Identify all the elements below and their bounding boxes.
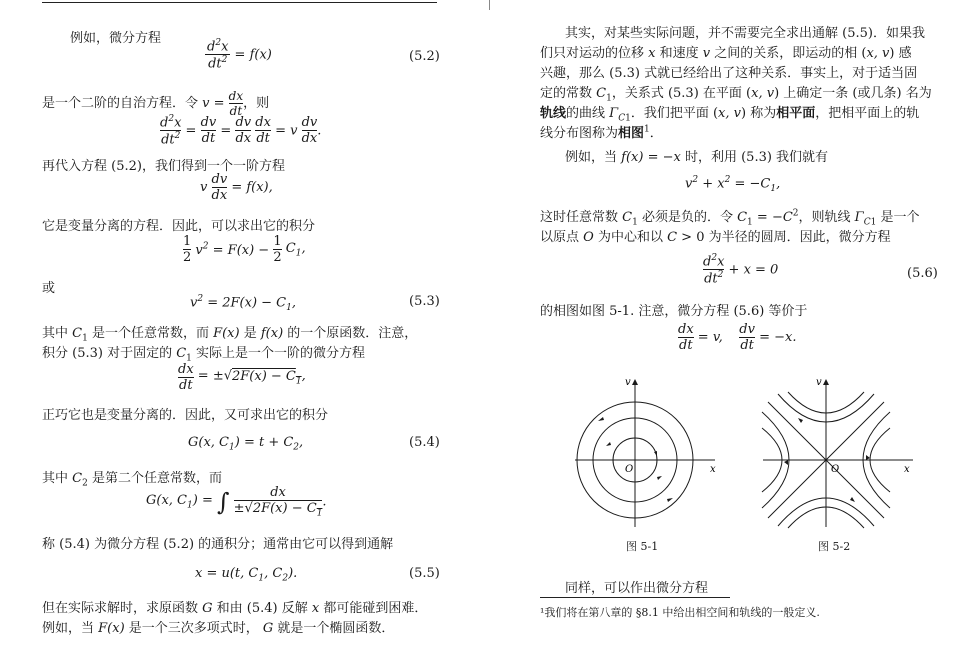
top-rule xyxy=(42,2,437,3)
eq-num-5-6: (5.6) xyxy=(907,266,938,281)
left-eq4: $\frac{1}{2}$ $v^2 = F(x)$ − $\frac{1}{2}$ $C_1$, xyxy=(183,234,306,265)
right-eq1: $v^2 + x^2 = -C_1$, xyxy=(685,175,781,194)
left-eq7: G(x, $C_1) = t + C_2$, xyxy=(188,435,304,453)
footnote-rule xyxy=(540,597,730,598)
right-eq3: $\frac{dx}{dt}$ = v, $\frac{dv}{dt}$ = −x. xyxy=(678,322,797,353)
left-p2: 是一个二阶的自治方程．令 v = $\frac{dx}{dt}$ ，则 xyxy=(42,89,270,118)
left-eq5: $v^2 = 2F(x) - C_1$, xyxy=(190,294,296,313)
left-eq1: $\frac{d^2x}{dt^2}$ = f(x) xyxy=(207,38,272,72)
page-divider xyxy=(489,0,490,10)
figure-5-2 xyxy=(758,372,918,532)
eq-num-5-3: (5.3) xyxy=(409,294,440,309)
left-p4: 它是变量分离的方程．因此，可以求出它的积分 xyxy=(42,219,316,234)
term-trajectory: 轨线 xyxy=(540,106,567,121)
right-p2: 例如，当 f(x) = −x 时，利用 (5.3) 我们就有 xyxy=(565,150,829,165)
figure-5-1 xyxy=(570,372,720,532)
right-p5: 同样，可以作出微分方程 xyxy=(565,581,709,596)
left-eq2: $\frac{d^2x}{dt^2}$ = $\frac{dv}{dt}$ = $\frac{dv}{dx}$ $\frac{dx}{dt}$ = v $\frac{dv}{dx}$ . xyxy=(160,114,322,148)
term-phase-plane: 相平面 xyxy=(776,106,816,121)
left-eq8: G(x, $C_1$) = ∫ $\frac{dx}{\pm√2F(x) - C_1}$ . xyxy=(146,485,327,519)
right-p1a: 其实，对某些实际问题，并不需要完全求出通解 (5.5)．如果我 xyxy=(565,26,925,41)
fig-5-2-caption: 图 5-2 xyxy=(818,540,851,553)
right-p1d: 定的常数 $C_1$，关系式 (5.3) 在平面 (x, v) 上确定一条 (或几条) 名为 xyxy=(540,86,932,104)
right-p3b: 以原点 O 为中心和以 C > 0 为半径的圆周．因此，微分方程 xyxy=(540,230,891,245)
footnote-mark: 1 xyxy=(644,124,650,135)
right-p4: 的相图如图 5-1. 注意，微分方程 (5.6) 等价于 xyxy=(540,304,808,319)
left-eq3: v $\frac{dv}{dx}$ = f(x), xyxy=(200,172,273,203)
fig1-x-label: x xyxy=(710,464,716,475)
left-p10a: 但在实际求解时，求原函数 G 和由 (5.4) 反解 x 都可能碰到困难． xyxy=(42,601,428,616)
left-eq9: x = u(t, $C_1$, $C_2$). xyxy=(195,566,298,584)
left-p1: 例如，微分方程 xyxy=(70,31,162,46)
right-eq2: $\frac{d^2x}{dt^2}$ + x = 0 xyxy=(703,253,779,287)
left-eq6: $\frac{dx}{dt}$ = $\pm√2F(x) - C_1$, xyxy=(178,362,306,393)
left-p3: 再代入方程 (5.2)，我们得到一个一阶方程 xyxy=(42,159,285,174)
eq-num-5-5: (5.5) xyxy=(409,566,440,581)
left-p8: 其中 $C_2$ 是第二个任意常数，而 xyxy=(42,471,222,489)
fig1-origin-label: O xyxy=(625,464,634,475)
right-p3a: 这时任意常数 $C_1$ 必须是负的．令 $C_1 = -C^2$，则轨线 $\Gamma_{C1}$ 是一个 xyxy=(540,208,920,228)
fig2-origin-label: O xyxy=(831,464,840,475)
left-p6b: 积分 (5.3) 对于固定的 $C_1$ 实际上是一个一阶的微分方程 xyxy=(42,346,366,364)
left-p6a: 其中 $C_1$ 是一个任意常数，而 F(x) 是 f(x) 的一个原函数．注意， xyxy=(42,326,418,344)
right-p1e: 轨线的曲线 $\Gamma_{C1}$．我们把平面 (x, v) 称为相平面，把相平面上的轨 xyxy=(540,106,920,124)
eq-num-5-2: (5.2) xyxy=(409,49,440,64)
right-p1c: 兴趣，那么 (5.3) 式就已经给出了这种关系．事实上，对于适当固 xyxy=(540,66,918,81)
fig-5-1-caption: 图 5-1 xyxy=(626,540,659,553)
right-p1b: 们只对运动的位移 x 和速度 v 之间的关系，即运动的相 (x, v) 感 xyxy=(540,46,912,61)
left-p5: 或 xyxy=(42,281,56,296)
fig2-v-label: v xyxy=(816,377,822,388)
eq-num-5-4: (5.4) xyxy=(409,435,440,450)
left-p9: 称 (5.4) 为微分方程 (5.2) 的通积分；通常由它可以得到通解 xyxy=(42,537,394,552)
fig1-v-label: v xyxy=(625,377,631,388)
right-p1f: 线分布图称为相图$^1$． xyxy=(540,124,663,141)
term-phase-portrait: 相图 xyxy=(618,126,645,141)
left-p7: 正巧它也是变量分离的．因此，又可求出它的积分 xyxy=(42,408,329,423)
fig2-x-label: x xyxy=(904,464,910,475)
left-p10b: 例如，当 F(x) 是一个三次多项式时， G 就是一个椭圆函数． xyxy=(42,621,395,636)
eq1-frac: $\frac{d^2x}{dt^2}$ xyxy=(207,38,229,72)
footnote: ¹我们将在第八章的 §8.1 中给出相空间和轨线的一般定义. xyxy=(540,606,820,619)
